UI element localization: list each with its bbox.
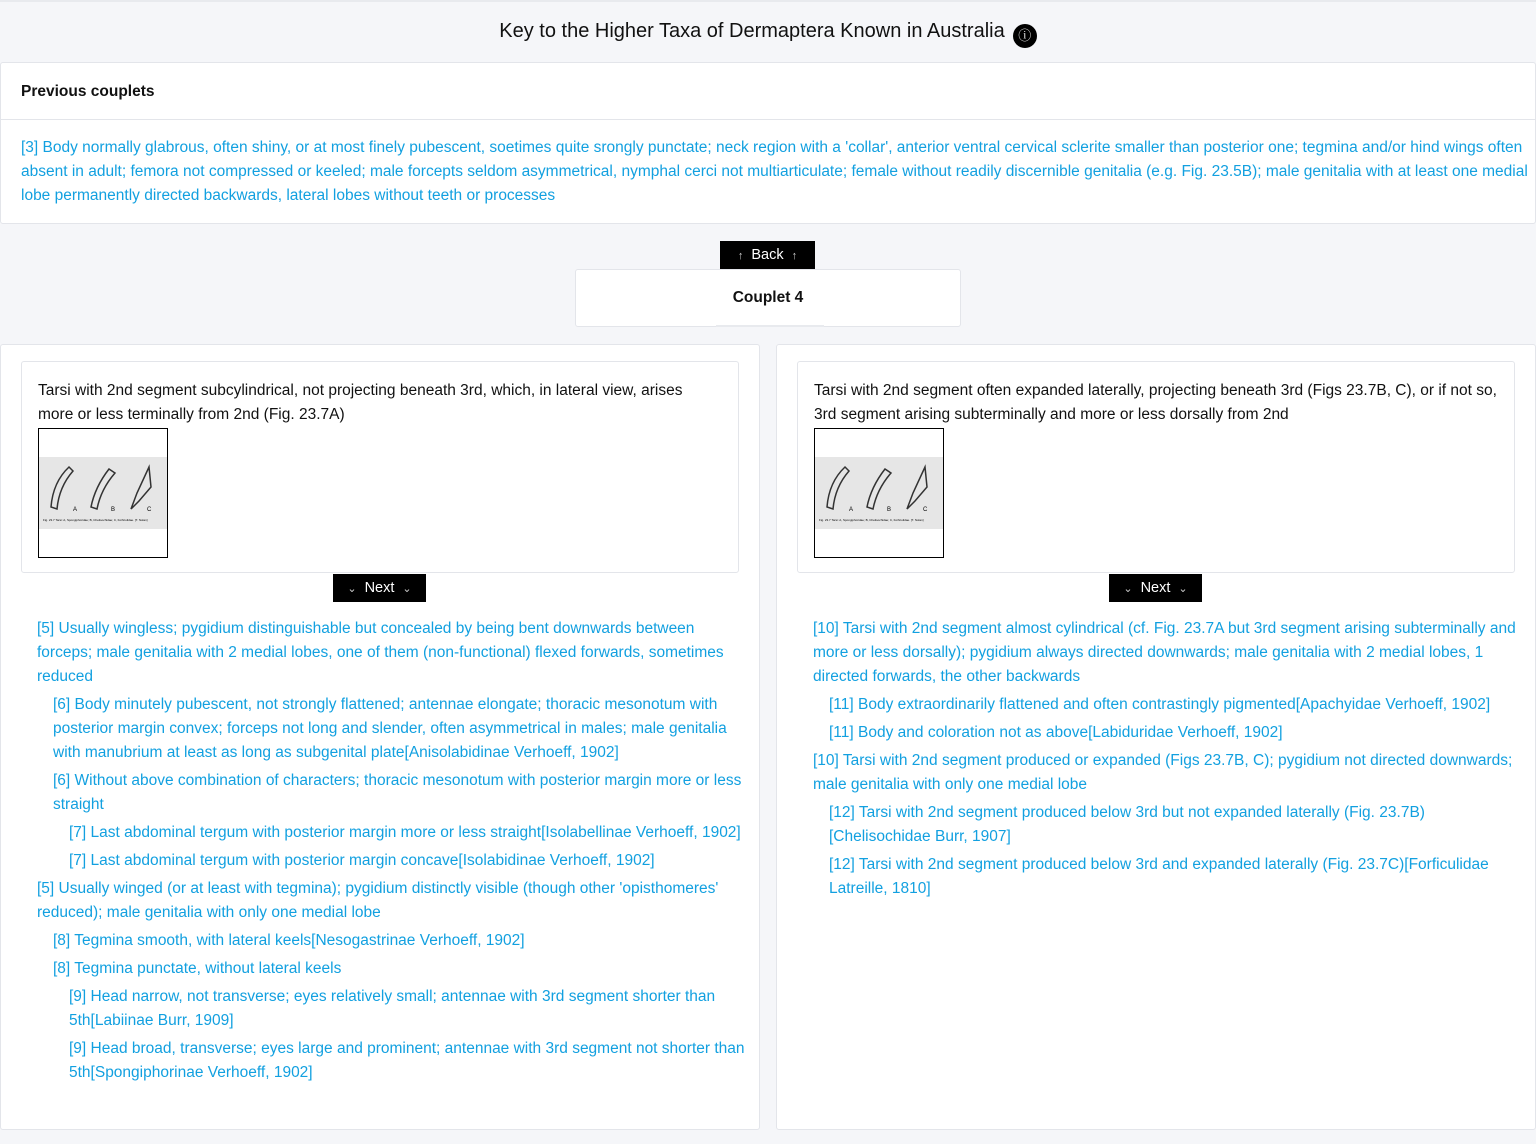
lead-link[interactable]: [9] Head broad, transverse; eyes large and prominent; antennae with 3rd segment not shorter than 5th[Spongiphorinae Verhoeff, 1902]: [69, 1040, 745, 1081]
lead-children: [53, 821, 745, 873]
chevron-down-icon: ⌄: [402, 583, 412, 595]
figure-label: C: [923, 507, 928, 513]
lead-link[interactable]: [12] Tarsi with 2nd segment produced below 3rd but not expanded laterally (Fig. 23.7B)[Chelisochidae Burr, 1907]: [829, 804, 1425, 845]
figure-caption: Fig. 23.7 Tarsi: A, Spongiphoridae; B, Chelisochidae; C, Forficulidae. [T. Nolan]: [43, 518, 148, 522]
lead-children: [813, 801, 1521, 901]
lead-description: Tarsi with 2nd segment subcylindrical, not projecting beneath 3rd, which, in lateral view, arises more or less terminally from 2nd (Fig. 23.7A): [38, 382, 683, 423]
lead-item: [829, 693, 1521, 717]
right-lead-card[interactable]: [797, 361, 1515, 573]
lead-item: [69, 985, 745, 1033]
lead-link[interactable]: [6] Body minutely pubescent, not strongly flattened; antennae elongate; thoracic mesonotum with posterior margin convex; forceps not long and slender, often asymmetrical in males; male genitalia with manubrium at least as long as subgenital plate[Anisolabidinae Verhoeff, 1902]: [53, 696, 727, 761]
lead-children: [53, 985, 745, 1085]
lead-children: [813, 693, 1521, 745]
figure-label: B: [111, 507, 116, 513]
lead-link[interactable]: [11] Body extraordinarily flattened and often contrastingly pigmented[Apachyidae Verhoeff, 1902]: [829, 696, 1491, 713]
lead-item: [813, 617, 1521, 689]
right-panel: [776, 344, 1536, 1130]
lead-link[interactable]: [9] Head narrow, not transverse; eyes relatively small; antennae with 3rd segment shorter than 5th[Labiinae Burr, 1909]: [69, 988, 716, 1029]
right-lead-tree: [813, 617, 1521, 905]
arrow-up-icon: ↑: [737, 250, 744, 262]
lead-link[interactable]: [5] Usually winged (or at least with tegmina); pygidium distinctly visible (though other 'opisthomeres' reduced); male genitalia with only one medial lobe: [37, 880, 719, 921]
couplet-title: Couplet 4: [575, 269, 961, 327]
arrow-up-icon: ↑: [791, 250, 798, 262]
lead-item: [53, 693, 745, 765]
back-button[interactable]: ↑ Back ↑: [720, 241, 815, 269]
lead-item: [37, 877, 745, 925]
lead-link[interactable]: [7] Last abdominal tergum with posterior margin more or less straight[Isolabellinae Verhoeff, 1902]: [69, 824, 741, 841]
tarsi-figure-image[interactable]: [814, 428, 944, 558]
lead-item: [37, 617, 745, 689]
lead-item: [69, 849, 745, 873]
lead-link[interactable]: [8] Tegmina smooth, with lateral keels[Nesogastrinae Verhoeff, 1902]: [53, 932, 525, 949]
next-button[interactable]: ⌄ Next ⌄: [1109, 574, 1202, 602]
figure-caption: Fig. 23.7 Tarsi: A, Spongiphoridae; B, Chelisochidae; C, Forficulidae. [T. Nolan]: [819, 518, 924, 522]
lead-link[interactable]: [5] Usually wingless; pygidium distinguishable but concealed by being bent downwards between forceps; male genitalia with 2 medial lobes, one of them (non-functional) flexed forwards, sometimes reduced: [37, 620, 724, 685]
lead-item: [829, 853, 1521, 901]
figure-label: B: [887, 507, 892, 513]
lead-description: Tarsi with 2nd segment often expanded laterally, projecting beneath 3rd (Figs 23.7B, C), or if not so, 3rd segment arising subterminally and more or less dorsally from 2nd: [814, 382, 1497, 423]
previous-couplet-link[interactable]: [3] Body normally glabrous, often shiny, or at most finely pubescent, soetimes quite srongly punctate; neck region with a 'collar', anterior ventral cervical sclerite smaller than posterior one; tegmina and/or hind wings often absent in adult; femora not compressed or keeled; male forcepts seldom asymmetrical, nymphal cerci not multiarticulate; female without readily discernible genitalia (e.g. Fig. 23.5B); male genitalia with at least one medial lobe permanently directed backwards, lateral lobes without teeth or processes: [21, 139, 1528, 204]
figure-label: C: [147, 507, 152, 513]
chevron-down-icon: ⌄: [1178, 583, 1188, 595]
left-lead-tree: [37, 617, 745, 1089]
lead-link[interactable]: [8] Tegmina punctate, without lateral keels: [53, 960, 342, 977]
lead-item: [69, 821, 745, 845]
left-panel: [0, 344, 760, 1130]
lead-item: [53, 769, 745, 817]
lead-link[interactable]: [7] Last abdominal tergum with posterior margin concave[Isolabidinae Verhoeff, 1902]: [69, 852, 655, 869]
lead-item: [53, 929, 745, 953]
lead-children: [37, 929, 745, 1085]
lead-item: [813, 749, 1521, 797]
lead-item: [829, 721, 1521, 745]
next-button[interactable]: ⌄ Next ⌄: [333, 574, 426, 602]
lead-link[interactable]: [12] Tarsi with 2nd segment produced below 3rd and expanded laterally (Fig. 23.7C)[Forficulidae Latreille, 1810]: [829, 856, 1489, 897]
tarsi-figure-image[interactable]: [38, 428, 168, 558]
lead-link[interactable]: [10] Tarsi with 2nd segment almost cylindrical (cf. Fig. 23.7A but 3rd segment arising subterminally and more or less dorsally); pygidium always directed downwards; male genitalia with 2 medial lobes, 1 directed forwards, the other backwards: [813, 620, 1516, 685]
lead-link[interactable]: [10] Tarsi with 2nd segment produced or expanded (Figs 23.7B, C); pygidium not directed downwards; male genitalia with only one medial lobe: [813, 752, 1513, 793]
lead-item: [53, 957, 745, 981]
lead-link[interactable]: [11] Body and coloration not as above[Labiduridae Verhoeff, 1902]: [829, 724, 1283, 741]
chevron-down-icon: ⌄: [1123, 583, 1133, 595]
figure-label: A: [849, 507, 854, 513]
previous-couplets-heading: Previous couplets: [1, 63, 1535, 120]
info-icon[interactable]: ⓘ: [1013, 24, 1037, 48]
lead-children: [37, 693, 745, 873]
lead-item: [69, 1037, 745, 1085]
left-lead-card[interactable]: [21, 361, 739, 573]
lead-link[interactable]: [6] Without above combination of characters; thoracic mesonotum with posterior margin more or less straight: [53, 772, 742, 813]
page-title: Key to the Higher Taxa of Dermaptera Known in Australia ⓘ: [0, 18, 1536, 48]
previous-couplets-card: [0, 62, 1536, 224]
chevron-down-icon: ⌄: [347, 583, 357, 595]
lead-item: [829, 801, 1521, 849]
figure-label: A: [73, 507, 78, 513]
